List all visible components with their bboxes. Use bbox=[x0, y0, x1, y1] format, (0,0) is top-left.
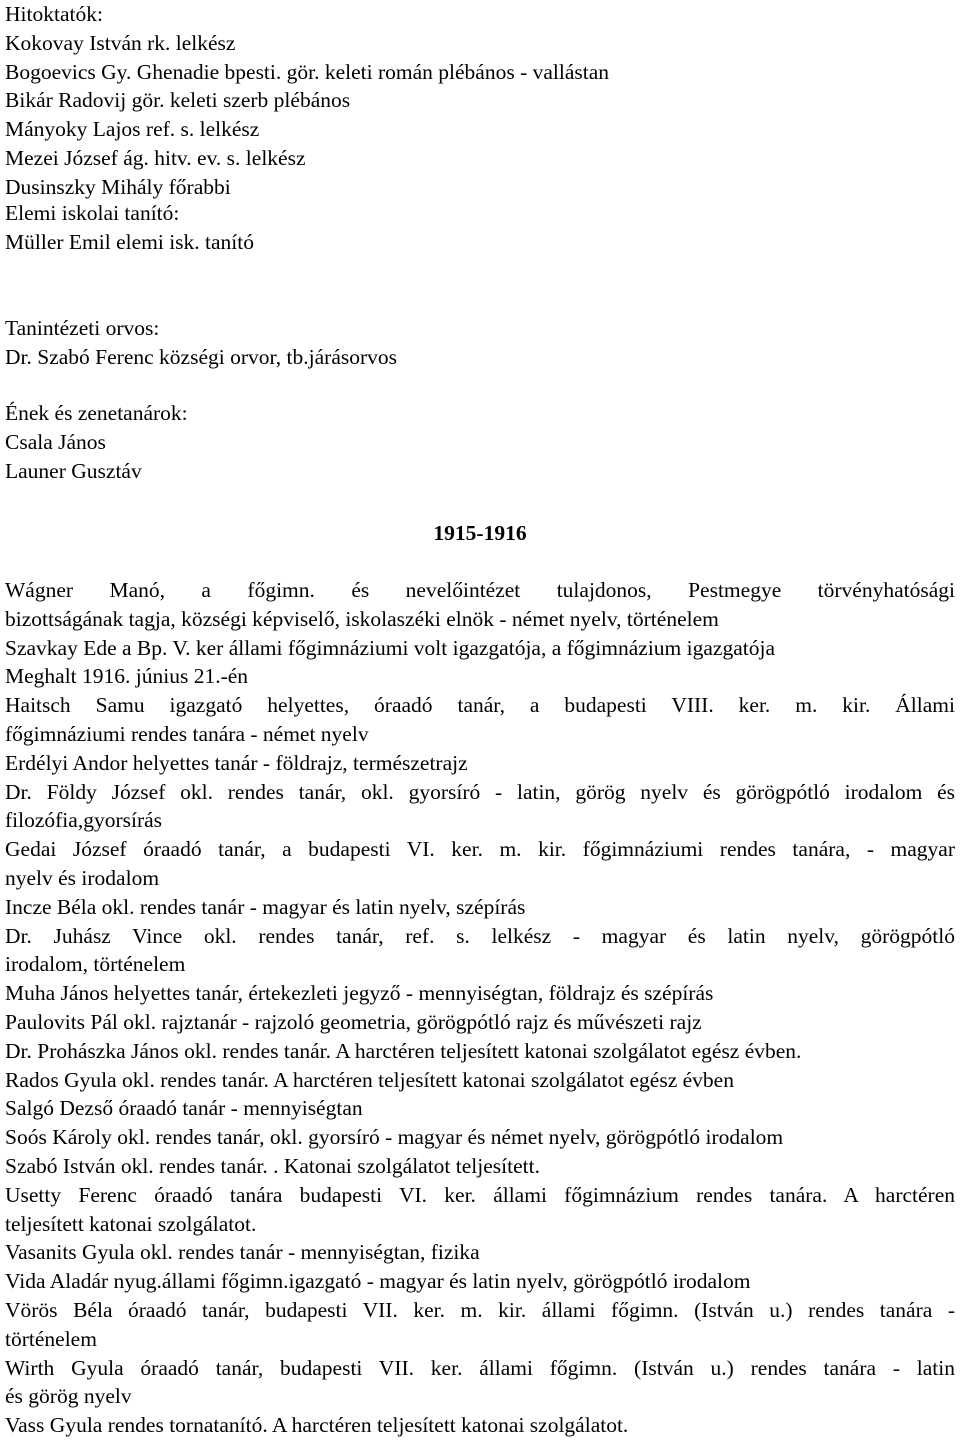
school-doctor-section bbox=[5, 314, 955, 372]
section-heading: Hitoktatók: bbox=[5, 2, 103, 26]
staff-entry-line: Meghalt 1916. június 21.-én bbox=[5, 664, 249, 689]
section-heading: Elemi iskolai tanító: bbox=[5, 201, 180, 225]
year-heading: 1915-1916 bbox=[433, 521, 527, 545]
staff-entry-line: történelem bbox=[5, 1326, 97, 1351]
staff-entry-line: irodalom, történelem bbox=[5, 952, 186, 977]
music-teachers-section bbox=[5, 399, 955, 485]
religion-teachers-section bbox=[5, 0, 955, 202]
teacher-line: Dusinszky Mihály főrabbi bbox=[5, 174, 231, 199]
staff-entry-line: teljesített katonai szolgálatot. bbox=[5, 1211, 257, 1236]
staff-entry-line: Szabó István okl. rendes tanár. . Katonai szolgálatot teljesített. bbox=[5, 1153, 540, 1178]
teacher-line: Kokovay István rk. lelkész bbox=[5, 30, 236, 55]
staff-entry-line: Szavkay Ede a Bp. V. ker állami főgimnáziumi volt igazgatója, a főgimnázium igazgatója bbox=[5, 635, 775, 660]
elementary-teacher-section bbox=[5, 199, 955, 257]
staff-entry-line: Dr. Prohászka János okl. rendes tanár. A harctéren teljesített katonai szolgálatot egész évben. bbox=[5, 1038, 802, 1063]
staff-entry-line: Usetty Ferenc óraadó tanára budapesti VI. ker. állami főgimnázium rendes tanára. A harctéren bbox=[5, 1182, 955, 1207]
staff-entry-line: Wirth Gyula óraadó tanár, budapesti VII. ker. állami főgimn. (István u.) rendes tanára - latin bbox=[5, 1355, 955, 1380]
staff-entry-line: Vass Gyula rendes tornatanító. A harctéren teljesített katonai szolgálatot. bbox=[5, 1413, 629, 1438]
staff-entry-line: Salgó Dezső óraadó tanár - mennyiségtan bbox=[5, 1096, 363, 1121]
staff-entry-line: Vida Aladár nyug.állami főgimn.igazgató - magyar és latin nyelv, görögpótló irodalom bbox=[5, 1269, 751, 1294]
staff-entry-line: Paulovits Pál okl. rajztanár - rajzoló geometria, görögpótló rajz és művészeti rajz bbox=[5, 1009, 702, 1034]
teacher-line: Launer Gusztáv bbox=[5, 458, 142, 483]
section-heading: Ének és zenetanárok: bbox=[5, 401, 188, 425]
teacher-line: Bikár Radovij gör. keleti szerb plébános bbox=[5, 88, 351, 113]
staff-entry-line: Dr. Földy József okl. rendes tanár, okl. gyorsíró - latin, görög nyelv és görögpótló irodalom és bbox=[5, 779, 955, 804]
teacher-line: Csala János bbox=[5, 429, 106, 454]
staff-entry-line: bizottságának tagja, községi képviselő, iskolaszéki elnök - német nyelv, történelem bbox=[5, 606, 719, 631]
staff-entry-line: főgimnáziumi rendes tanára - német nyelv bbox=[5, 721, 369, 746]
staff-entry-line: Soós Károly okl. rendes tanár, okl. gyorsíró - magyar és német nyelv, görögpótló irodalom bbox=[5, 1125, 784, 1150]
staff-list bbox=[5, 576, 955, 1440]
staff-entry-line: Vasanits Gyula okl. rendes tanár - mennyiségtan, fizika bbox=[5, 1240, 480, 1265]
staff-entry-line: Gedai József óraadó tanár, a budapesti VI. ker. m. kir. főgimnáziumi rendes tanára, - magyar bbox=[5, 837, 955, 862]
teacher-line: Mezei József ág. hitv. ev. s. lelkész bbox=[5, 145, 306, 170]
teacher-line: Müller Emil elemi isk. tanító bbox=[5, 229, 255, 254]
staff-entry-line: Erdélyi Andor helyettes tanár - földrajz, természetrajz bbox=[5, 750, 468, 775]
teacher-line: Mányoky Lajos ref. s. lelkész bbox=[5, 117, 260, 142]
staff-entry-line: és görög nyelv bbox=[5, 1384, 132, 1409]
staff-entry-line: Haitsch Samu igazgató helyettes, óraadó tanár, a budapesti VIII. ker. m. kir. Állami bbox=[5, 693, 955, 718]
staff-entry-line: Vörös Béla óraadó tanár, budapesti VII. ker. m. kir. állami főgimn. (István u.) rendes tanára - bbox=[5, 1297, 955, 1322]
teacher-line: Bogoevics Gy. Ghenadie bpesti. gör. keleti román plébános - vallástan bbox=[5, 59, 610, 84]
staff-entry-line: Rados Gyula okl. rendes tanár. A harctéren teljesített katonai szolgálatot egész évben bbox=[5, 1067, 734, 1092]
staff-entry-line: filozófia,gyorsírás bbox=[5, 808, 163, 833]
staff-entry-line: nyelv és irodalom bbox=[5, 865, 160, 890]
staff-entry-line: Dr. Juhász Vince okl. rendes tanár, ref. s. lelkész - magyar és latin nyelv, görögpótló bbox=[5, 923, 955, 948]
staff-entry-line: Muha János helyettes tanár, értekezleti jegyző - mennyiségtan, földrajz és szépírás bbox=[5, 981, 714, 1006]
section-heading: Tanintézeti orvos: bbox=[5, 316, 160, 340]
staff-entry-line: Incze Béla okl. rendes tanár - magyar és latin nyelv, szépírás bbox=[5, 894, 526, 919]
doctor-line: Dr. Szabó Ferenc községi orvor, tb.járásorvos bbox=[5, 344, 398, 369]
staff-entry-line: Wágner Manó, a főgimn. és nevelőintézet tulajdonos, Pestmegye törvényhatósági bbox=[5, 578, 955, 602]
